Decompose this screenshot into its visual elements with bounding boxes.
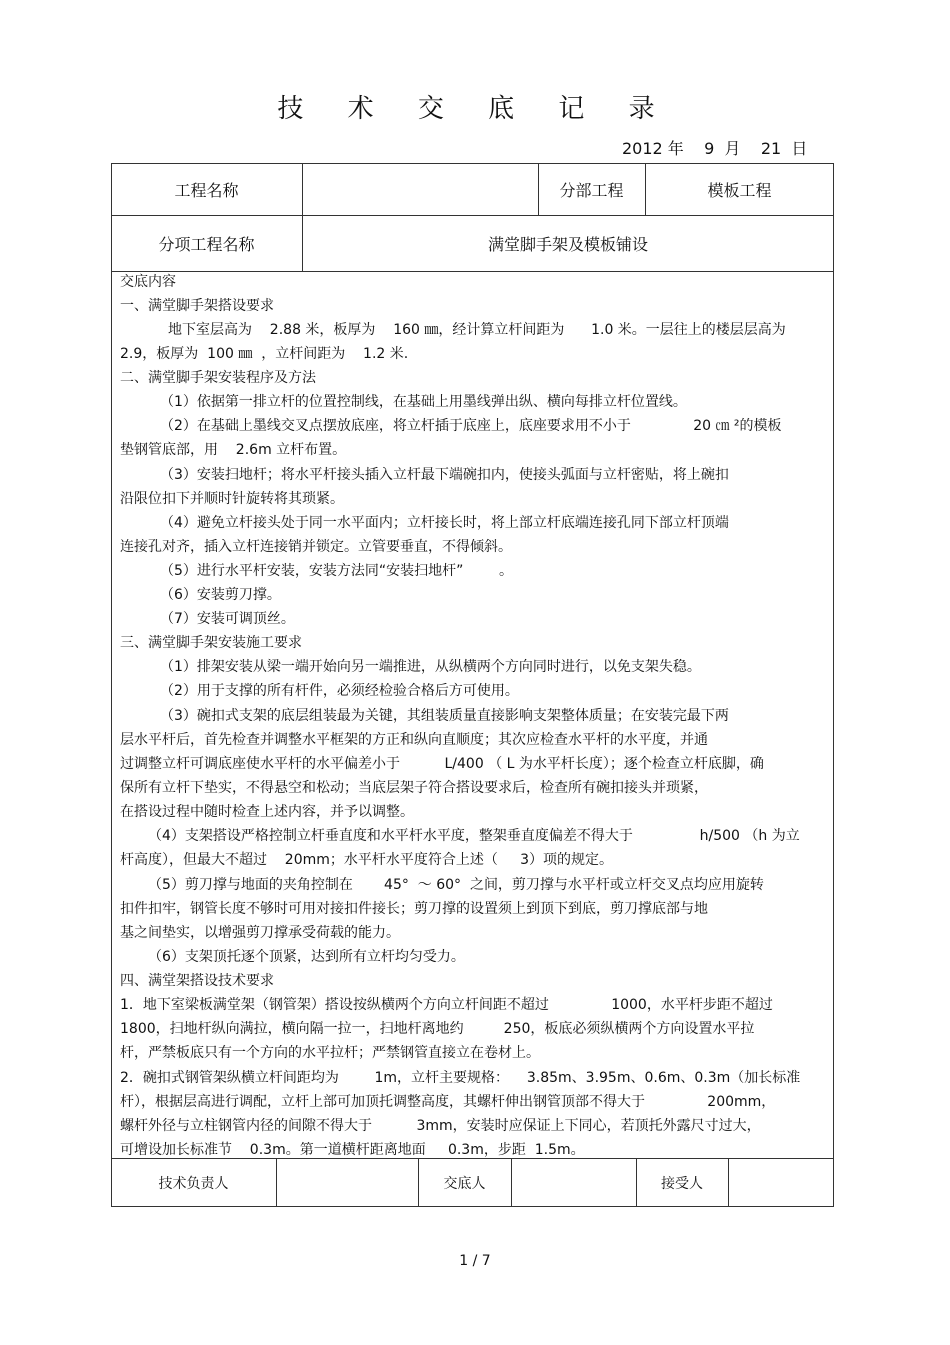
page-number: 1 / 7 <box>459 1253 491 1269</box>
division-value: 模板工程 <box>707 180 772 200</box>
content-line: （4）支架搭设严格控制立杆垂直度和水平杆水平度，整架垂直度偏差不得大于 h/500 （h 为立 <box>148 828 800 844</box>
content-line: 1800，扫地杆纵向满拉，横向隔一拉一，扫地杆离地约 250，板底必须纵横两个方向设置水平拉 <box>120 1021 755 1037</box>
content-line: 基之间垫实，以增强剪刀撑承受荷载的能力。 <box>120 925 400 941</box>
subitem-value: 满堂脚手架及模板铺设 <box>487 234 648 254</box>
content-line: （1）排架安装从梁一端开始向另一端推进，从纵横两个方向同时进行，以免支架失稳。 <box>160 659 701 675</box>
project-name-value <box>302 163 538 215</box>
project-name-label: 工程名称 <box>174 180 239 200</box>
content-line: 保所有立杆下垫实，不得悬空和松动；当底层架子符合搭设要求后，检查所有碗扣接头并琐紧， <box>120 780 708 796</box>
content-line: 螺杆外径与立柱钢管内径的间隙不得大于 3mm，安装时应保证上下同心，若顶托外露尺寸过大， <box>120 1118 761 1134</box>
discloser-label: 交底人 <box>443 1175 486 1192</box>
content-line: 层水平杆后，首先检查并调整水平框架的方正和纵向直顺度；其次应检查水平杆的水平度，并通 <box>120 732 708 748</box>
content-line: 四、满堂架搭设技术要求 <box>120 973 274 989</box>
content-line: （5）剪刀撑与地面的夹角控制在 45° ～ 60° 之间，剪刀撑与水平杆或立杆交叉点均应用旋转 <box>148 877 764 893</box>
content-line: （6）支架顶托逐个顶紧，达到所有立杆均匀受力。 <box>148 949 465 965</box>
content-line: 二、满堂脚手架安装程序及方法 <box>120 370 316 386</box>
content-line: （4）避免立杆接头处于同一水平面内；立杆接长时，将上部立杆底端连接孔同下部立杆顶端 <box>160 515 729 531</box>
content-line: 交底内容 <box>120 274 176 290</box>
content-line: 连接孔对齐，插入立杆连接销并锁定。立管要垂直，不得倾斜。 <box>120 539 512 555</box>
content-line: 可增设加长标准节 0.3m。第一道横杆距离地面 0.3m，步距 1.5m。 <box>120 1142 585 1158</box>
tech-lead-label: 技术负责人 <box>158 1175 229 1192</box>
content-line: （3）碗扣式支架的底层组装最为关键，其组装质量直接影响支架整体质量；在安装完最下两 <box>160 708 729 724</box>
content-line: 三、满堂脚手架安装施工要求 <box>120 635 302 651</box>
content-line: 杆），根据层高进行调配，立杆上部可加顶托调整高度，其螺杆伸出钢管顶部不得大于 200mm， <box>120 1094 776 1110</box>
content-line: （1）依据第一排立杆的位置控制线，在基础上用墨线弹出纵、横向每排立杆位置线。 <box>160 394 687 410</box>
content-line: （2）在基础上墨线交叉点摆放底座，将立杆插于底座上，底座要求用不小于 20 ㎝ ²的模板 <box>160 418 782 434</box>
division-label: 分部工程 <box>559 180 624 200</box>
content-line: 过调整立杆可调底座使水平杆的水平偏差小于 L/400 （ L 为水平杆长度）；逐个检查立杆底脚，确 <box>120 756 764 772</box>
row-divider <box>111 271 834 272</box>
content-line: （3）安装扫地杆；将水平杆接头插入立杆最下端碗扣内，使接头弧面与立杆密贴，将上碗扣 <box>160 467 729 483</box>
content-line: （2）用于支撑的所有杆件，必须经检验合格后方可使用。 <box>160 683 519 699</box>
content-line: 2．碗扣式钢管架纵横立杆间距均为 1m，立杆主要规格： 3.85m、3.95m、0.6m、0.3m（加长标准 <box>120 1070 801 1086</box>
content-line: 垫钢管底部，用 2.6m 立杆布置。 <box>120 442 347 458</box>
content-line: 扣件扣牢，钢管长度不够时可用对接扣件接长；剪刀撑的设置须上到顶下到底，剪刀撑底部与地 <box>120 901 708 917</box>
document-title: 技 术 交 底 记 录 <box>277 94 673 124</box>
discloser-signature <box>511 1158 636 1207</box>
content-line: （6）安装剪刀撑。 <box>160 587 281 603</box>
content-line: 杆高度），但最大不超过 20mm；水平杆水平度符合上述（ 3）项的规定。 <box>120 852 614 868</box>
content-line: （7）安装可调顶丝。 <box>160 611 295 627</box>
content-line: 2.9，板厚为 100 ㎜ ，立杆间距为 1.2 米. <box>120 346 409 362</box>
content-line: 一、满堂脚手架搭设要求 <box>120 298 274 314</box>
receiver-signature <box>728 1158 834 1207</box>
content-line: 杆，严禁板底只有一个方向的水平拉杆；严禁钢管直接立在卷材上。 <box>120 1045 540 1061</box>
subitem-label: 分项工程名称 <box>158 234 255 254</box>
content-line: 沿限位扣下并顺时针旋转将其琐紧。 <box>120 491 344 507</box>
document-date: 2012 年 9 月 21 日 <box>622 139 808 158</box>
receiver-label: 接受人 <box>661 1175 703 1192</box>
content-line: （5）进行水平杆安装，安装方法同“安装扫地杆” 。 <box>160 563 514 579</box>
content-line: 在搭设过程中随时检查上述内容，并予以调整。 <box>120 804 414 820</box>
content-line: 1．地下室梁板满堂架（钢管架）搭设按纵横两个方向立杆间距不超过 1000，水平杆步距不超过 <box>120 997 773 1013</box>
content-line: 地下室层高为 2.88 米，板厚为 160 ㎜，经计算立杆间距为 1.0 米。一层往上的楼层层高为 <box>168 322 786 338</box>
tech-lead-signature <box>276 1158 418 1207</box>
